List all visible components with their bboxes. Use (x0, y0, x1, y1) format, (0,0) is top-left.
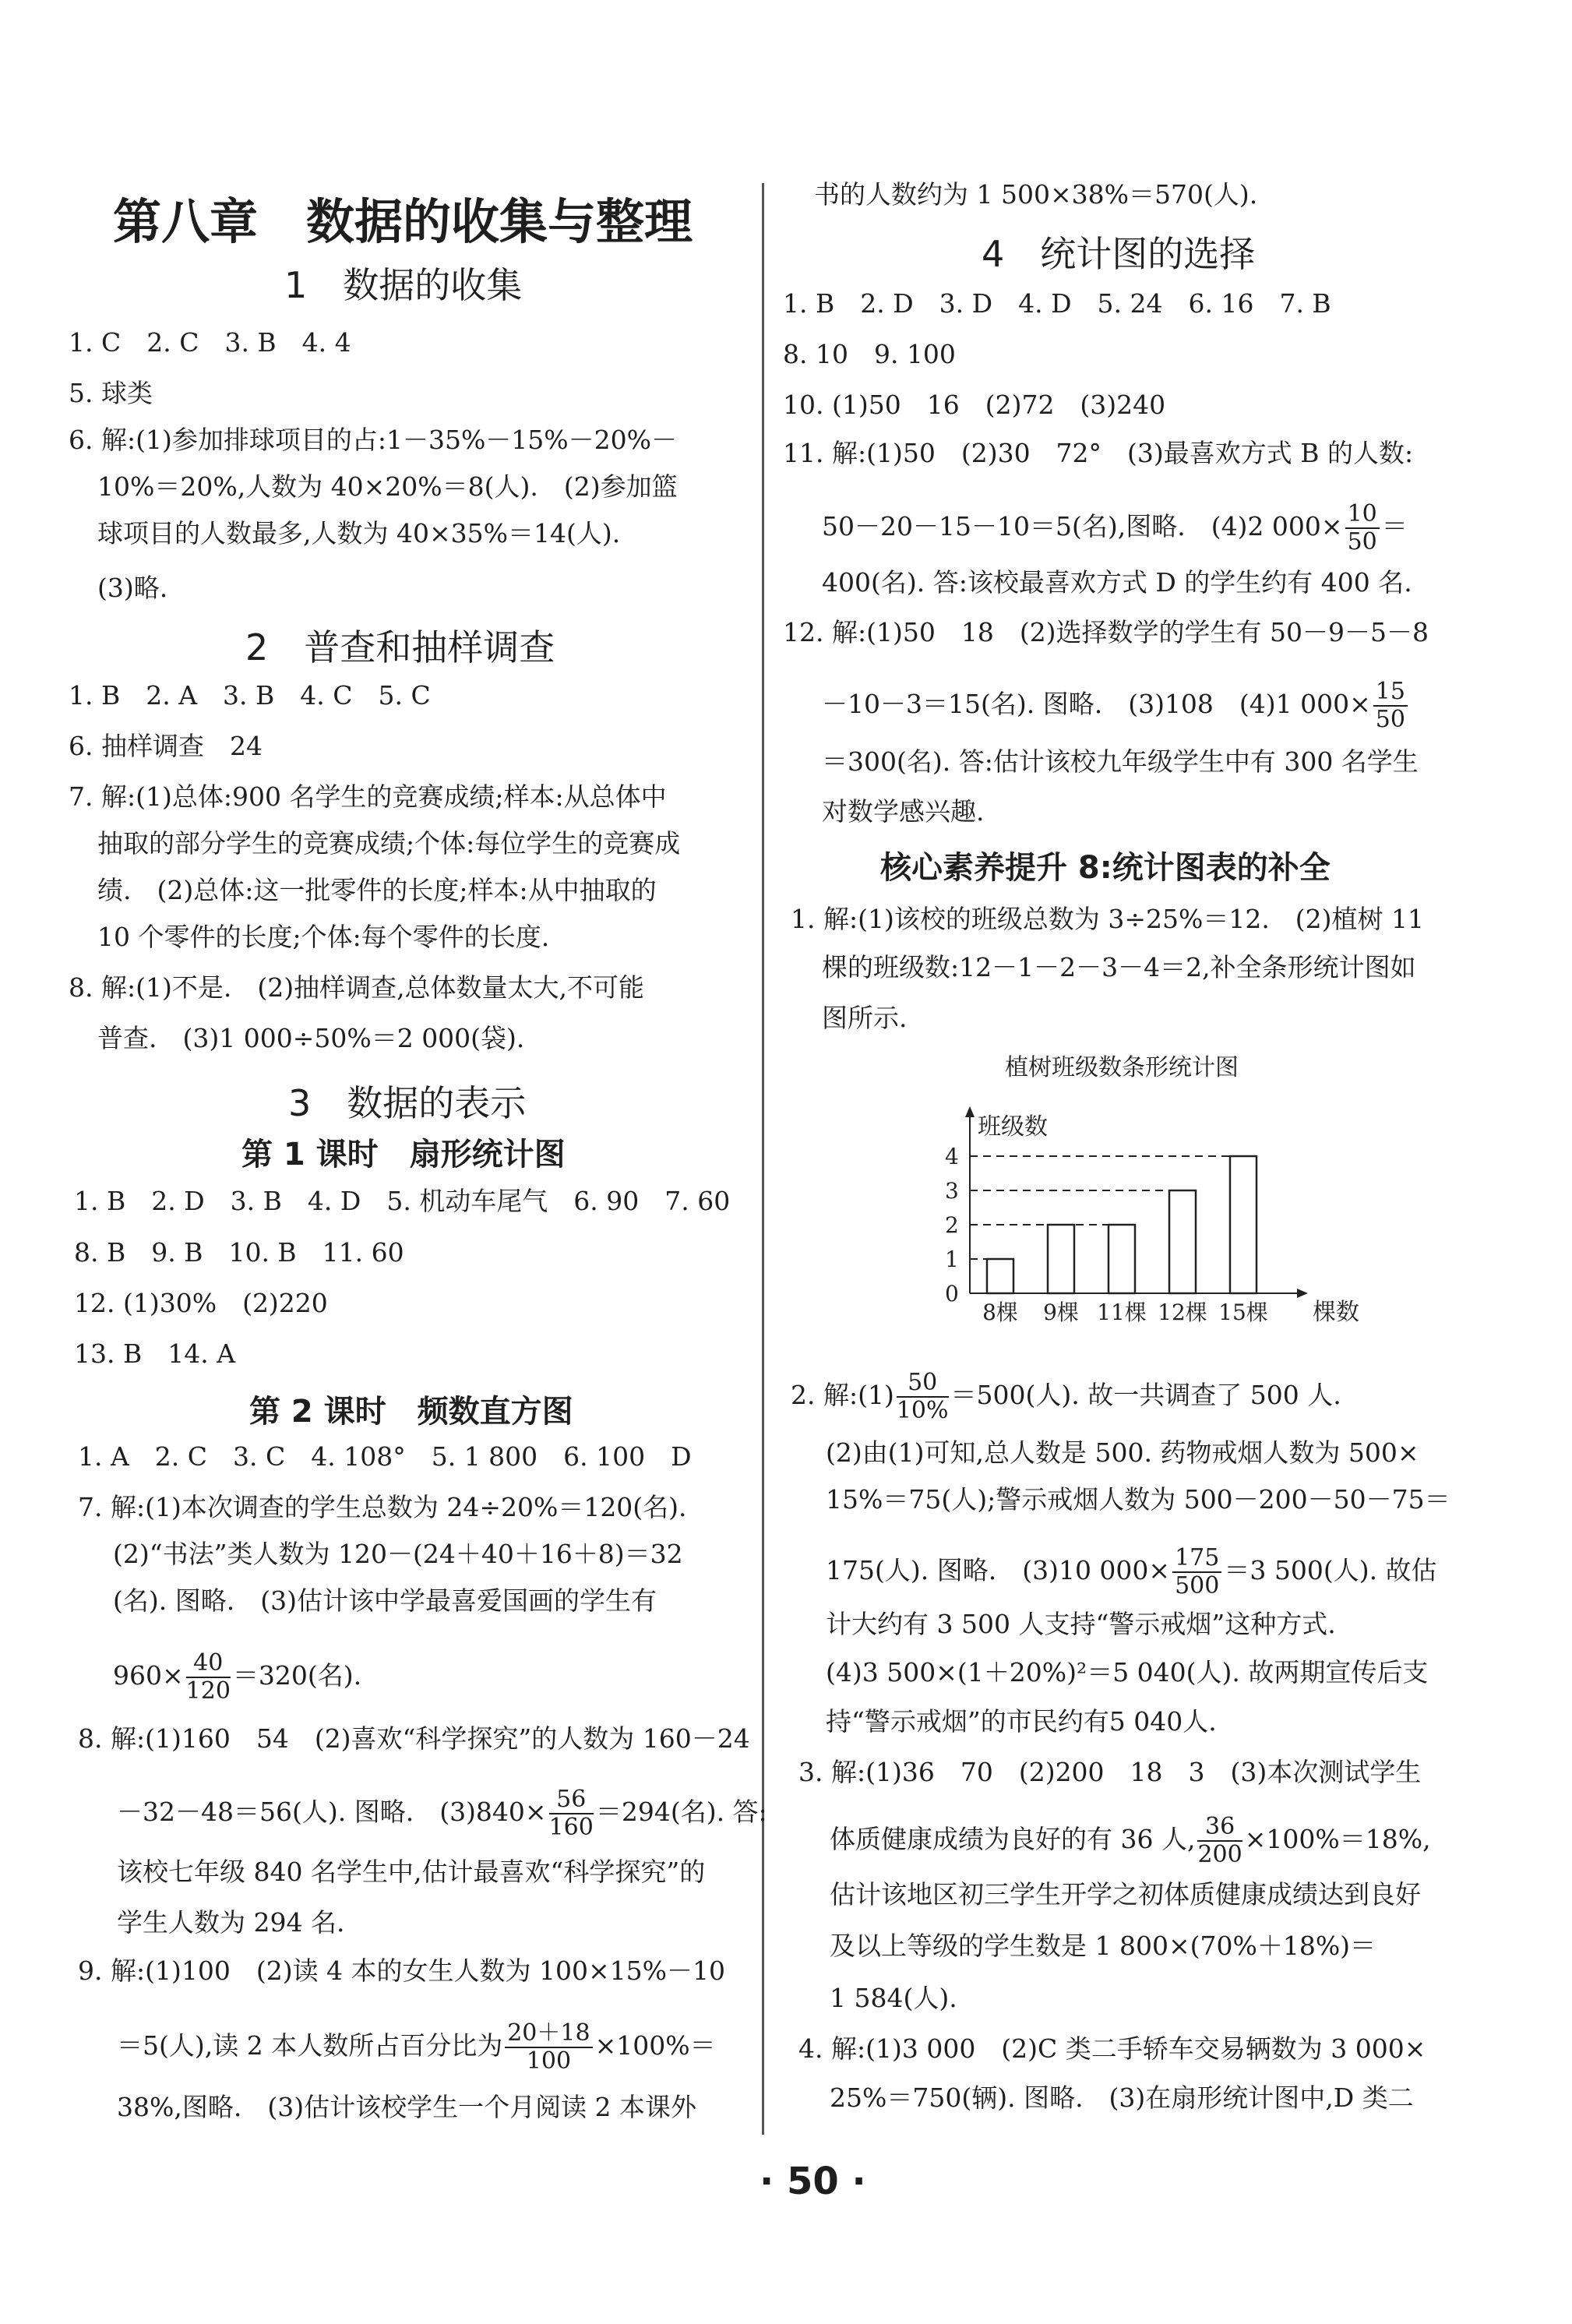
answer-line: 1. A 2. C 3. C 4. 108° 5. 1 800 6. 100 D (78, 1441, 692, 1472)
y-tick-label: 1 (945, 1247, 959, 1272)
answer-line (117, 2019, 716, 2075)
x-tick-label: 12棵 (1158, 1300, 1207, 1324)
answer-line: 8. B 9. B 10. B 11. 60 (74, 1237, 404, 1268)
text: ×100%＝ (594, 2030, 716, 2061)
section-title-4: 4 统计图的选择 (982, 233, 1256, 275)
numerator: 20＋18 (505, 2022, 592, 2048)
answer-line: 5. 球类 (69, 378, 153, 408)
answer-line: 8. 10 9. 100 (783, 339, 956, 369)
answer-line: 12. (1)30% (2)220 (74, 1288, 328, 1318)
denominator: 50 (1375, 706, 1405, 733)
answer-line (113, 1649, 362, 1705)
section-title-1: 1 数据的收集 (284, 264, 523, 306)
denominator: 500 (1175, 1572, 1220, 1599)
y-tick-label: 0 (945, 1281, 959, 1307)
fraction (185, 1649, 231, 1705)
answer-line: 8. 解:(1)不是. (2)抽样调查,总体数量太大,不可能 (69, 972, 645, 1003)
core-section-title: 核心素养提升 8:统计图表的补全 (880, 850, 1331, 886)
answer-line: 15%＝75(人);警示戒烟人数为 500－200－50－75＝ (826, 1484, 1450, 1515)
text: ＝320(名). (232, 1660, 362, 1691)
denominator: 10% (896, 1397, 949, 1424)
answer-line: 该校七年级 840 名学生中,估计最喜欢“科学探究”的 (117, 1857, 706, 1887)
y-axis-arrow (965, 1106, 975, 1117)
bar (1169, 1190, 1196, 1293)
answer-line: 棵的班级数:12－1－2－3－4＝2,补全条形统计图如 (822, 952, 1416, 982)
bar-chart (923, 1091, 1390, 1324)
x-tick-label: 8棵 (982, 1300, 1018, 1324)
answer-line: 持“警示戒烟”的市民约有5 040人. (826, 1706, 1217, 1737)
fraction (1373, 680, 1408, 732)
answer-line: 8. 解:(1)160 54 (2)喜欢“科学探究”的人数为 160－24 (78, 1723, 750, 1754)
answer-line: 7. 解:(1)总体:900 名学生的竞赛成绩;样本:从总体中 (69, 781, 667, 812)
answer-line: 绩. (2)总体:这一批零件的长度;样本:从中抽取的 (97, 875, 657, 905)
answer-line: 估计该地区初三学生开学之初体质健康成绩达到良好 (830, 1879, 1421, 1910)
fraction (1172, 1546, 1221, 1598)
answer-line (791, 1371, 1341, 1423)
denominator: 200 (1197, 1841, 1242, 1868)
fraction (1197, 1815, 1242, 1867)
answer-line (117, 1788, 767, 1839)
text: 体质健康成绩为良好的有 36 人, (830, 1824, 1196, 1854)
y-tick-label: 3 (945, 1178, 959, 1204)
page-number: · 50 · (760, 2160, 866, 2203)
bar (1109, 1225, 1135, 1293)
answer-line: 38%,图略. (3)估计该校学生一个月阅读 2 本课外 (117, 2092, 697, 2122)
x-tick-label: 15棵 (1218, 1300, 1268, 1324)
answer-line (830, 1815, 1431, 1867)
answer-line: 10 个零件的长度;个体:每个零件的长度. (97, 922, 550, 952)
answer-line: 6. 抽样调查 24 (69, 731, 263, 761)
column-divider (762, 183, 764, 2135)
text: ＝500(人). 故一共调查了 500 人. (950, 1380, 1341, 1410)
answer-line: (名). 图略. (3)估计该中学最喜爱国画的学生有 (113, 1585, 657, 1616)
text: 2. 解:(1) (791, 1380, 894, 1410)
text: 175(人). 图略. (3)10 000× (826, 1555, 1171, 1585)
answer-line: 1. B 2. D 3. B 4. D 5. 机动车尾气 6. 90 7. 60 (74, 1186, 731, 1216)
answer-line: (2)“书法”类人数为 120－(24＋40＋16＋8)＝32 (113, 1539, 683, 1569)
fraction (549, 1788, 594, 1839)
numerator: 15 (1373, 680, 1408, 707)
section-title-3: 3 数据的表示 (288, 1082, 527, 1124)
answer-line: 3. 解:(1)36 70 (2)200 18 3 (3)本次测试学生 (798, 1757, 1422, 1787)
answer-line: 13. B 14. A (74, 1338, 236, 1369)
answer-line: 学生人数为 294 名. (117, 1907, 345, 1938)
numerator: 40 (186, 1652, 231, 1678)
x-axis-label: 棵数 (1313, 1299, 1359, 1324)
lesson-title-2: 第 2 课时 频数直方图 (249, 1394, 573, 1430)
answer-line: 12. 解:(1)50 18 (2)选择数学的学生有 50－9－5－8 (783, 617, 1429, 647)
answer-line: 1. 解:(1)该校的班级总数为 3÷25%＝12. (2)植树 11 (791, 904, 1425, 934)
answer-line: 球项目的人数最多,人数为 40×35%＝14(人). (97, 518, 621, 548)
bar (1230, 1156, 1257, 1293)
text: －32－48＝56(人). 图略. (3)840× (117, 1797, 547, 1827)
answer-line: 1. B 2. D 3. D 4. D 5. 24 6. 16 7. B (783, 288, 1331, 319)
answer-line: 9. 解:(1)100 (2)读 4 本的女生人数为 100×15%－10 (78, 1955, 726, 1986)
x-tick-label: 9棵 (1043, 1300, 1079, 1324)
answer-line (826, 1546, 1437, 1598)
answer-line: 6. 解:(1)参加排球项目的占:1－35%－15%－20%－ (69, 425, 677, 455)
fraction (1345, 500, 1380, 555)
answer-line: 普查. (3)1 000÷50%＝2 000(袋). (97, 1023, 525, 1053)
text: ＝ (1381, 511, 1408, 541)
answer-line: (3)略. (97, 573, 168, 603)
y-axis-label: 班级数 (978, 1113, 1048, 1141)
y-tick-label: 4 (945, 1144, 959, 1169)
answer-line (822, 500, 1408, 555)
numerator: 10 (1345, 503, 1380, 529)
numerator: 50 (897, 1371, 949, 1398)
answer-line: 1 584(人). (830, 1983, 957, 2013)
answer-line: 10. (1)50 16 (2)72 (3)240 (783, 390, 1166, 420)
bar (987, 1259, 1013, 1293)
answer-line: 1. B 2. A 3. B 4. C 5. C (69, 680, 431, 711)
answer-line: 图所示. (822, 1003, 908, 1033)
denominator: 50 (1347, 528, 1377, 555)
text: ＝3 500(人). 故估 (1224, 1555, 1437, 1585)
bar (1048, 1225, 1074, 1293)
answer-line: 4. 解:(1)3 000 (2)C 类二手轿车交易辆数为 3 000× (798, 2033, 1426, 2064)
y-tick-label: 2 (945, 1212, 959, 1238)
lesson-title-1: 第 1 课时 扇形统计图 (241, 1137, 566, 1173)
answer-line: 7. 解:(1)本次调查的学生总数为 24÷20%＝120(名). (78, 1492, 687, 1522)
text: ＝5(人),读 2 本人数所占百分比为 (117, 2030, 503, 2061)
answer-line: (2)由(1)可知,总人数是 500. 药物戒烟人数为 500× (826, 1437, 1419, 1468)
answer-line: 抽取的部分学生的竞赛成绩;个体:每位学生的竞赛成 (97, 828, 681, 859)
x-tick-label: 11棵 (1097, 1300, 1147, 1324)
chapter-title: 第八章 数据的收集与整理 (113, 193, 693, 250)
answer-line: ＝300(名). 答:估计该校九年级学生中有 300 名学生 (822, 746, 1419, 777)
text: 50－20－15－10＝5(名),图略. (4)2 000× (822, 511, 1343, 541)
numerator: 175 (1172, 1546, 1221, 1573)
answer-line: 25%＝750(辆). 图略. (3)在扇形统计图中,D 类二 (830, 2082, 1414, 2113)
numerator: 36 (1197, 1815, 1242, 1842)
text: －10－3＝15(名). 图略. (3)108 (4)1 000× (822, 689, 1371, 719)
answer-line: 计大约有 3 500 人支持“警示戒烟”这种方式. (826, 1609, 1336, 1639)
chart-title: 植树班级数条形统计图 (1005, 1054, 1239, 1081)
text: 960× (113, 1660, 184, 1691)
answer-line: 及以上等级的学生数是 1 800×(70%＋18%)＝ (830, 1931, 1376, 1961)
denominator: 160 (548, 1814, 594, 1841)
answer-line: 400(名). 答:该校最喜欢方式 D 的学生约有 400 名. (822, 567, 1412, 598)
text: ×100%＝18%, (1244, 1824, 1431, 1854)
answer-line (822, 680, 1410, 732)
answer-line: 对数学感兴趣. (822, 796, 985, 827)
answer-line: 10%＝20%,人数为 40×20%＝8(人). (2)参加篮 (97, 471, 678, 502)
answer-line: 11. 解:(1)50 (2)30 72° (3)最喜欢方式 B 的人数: (783, 438, 1414, 468)
answer-line: 1. C 2. C 3. B 4. 4 (69, 327, 351, 358)
fraction (505, 2019, 592, 2075)
section-title-2: 2 普查和抽样调查 (245, 626, 555, 668)
answer-line: (4)3 500×(1＋20%)²＝5 040(人). 故两期宣传后支 (826, 1657, 1429, 1687)
fraction (897, 1371, 949, 1423)
answer-line: 书的人数约为 1 500×38%＝570(人). (814, 179, 1258, 210)
text: ＝294(名). 答: (595, 1797, 767, 1827)
denominator: 100 (526, 2047, 572, 2075)
numerator: 56 (549, 1788, 594, 1814)
x-axis-arrow (1297, 1289, 1308, 1298)
denominator: 120 (185, 1677, 231, 1705)
